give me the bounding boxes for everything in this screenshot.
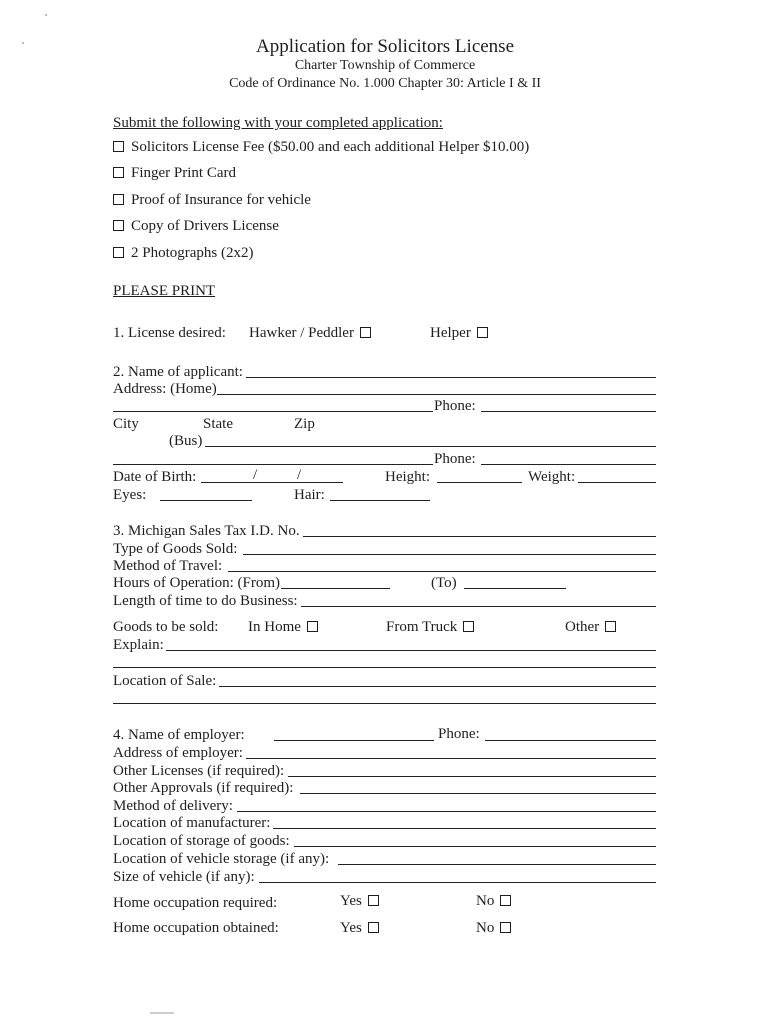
business-phone-field[interactable] [481,464,656,465]
delivery-method-label: Method of delivery: [113,798,233,814]
vehicle-storage-label: Location of vehicle storage (if any): [113,851,330,867]
eyes-field[interactable] [160,500,252,501]
checkbox[interactable] [368,922,379,933]
option-in-home[interactable]: In Home [248,619,318,636]
applicant-name-field[interactable] [246,377,656,378]
checkbox[interactable] [477,327,488,338]
goods-storage-field[interactable] [294,846,656,847]
sales-tax-field[interactable] [303,536,656,537]
checkbox[interactable] [500,895,511,906]
dob-label: Date of Birth: [113,469,197,485]
business-address-label: (Bus) [169,433,203,449]
hours-to-label: (To) [431,575,457,591]
manufacturer-location-label: Location of manufacturer: [113,815,271,831]
explain-label: Explain: [113,637,164,653]
sales-tax-label: 3. Michigan Sales Tax I.D. No. [113,523,300,539]
checkbox[interactable] [113,194,124,205]
travel-method-field[interactable] [228,571,656,572]
township-name: Charter Township of Commerce [294,58,476,73]
other-licenses-field[interactable] [288,776,656,777]
business-length-field[interactable] [301,606,656,607]
checkbox[interactable] [605,621,616,632]
checkbox[interactable] [500,922,511,933]
required-no[interactable]: No [476,893,511,910]
home-occupation-required-label: Home occupation required: [113,895,278,911]
checkbox[interactable] [113,220,124,231]
sale-location-field[interactable] [219,686,656,687]
dob-slash: / [253,467,258,483]
explain-line2-field[interactable] [113,667,656,668]
sale-location-label: Location of Sale: [113,673,217,689]
travel-method-label: Method of Travel: [113,558,223,574]
checkbox[interactable] [368,895,379,906]
employer-address-field[interactable] [246,758,656,759]
option-helper[interactable]: Helper [430,325,488,342]
eyes-label: Eyes: [113,487,147,503]
home-occupation-obtained-label: Home occupation obtained: [113,920,279,936]
submit-heading: Submit the following with your completed application: [113,115,443,131]
checkbox[interactable] [113,141,124,152]
submit-item-license[interactable]: Copy of Drivers License [113,218,279,235]
employer-phone-label: Phone: [438,726,480,742]
submit-item-photos[interactable]: 2 Photographs (2x2) [113,245,254,262]
obtained-yes[interactable]: Yes [340,920,379,937]
submit-item-fingerprint[interactable]: Finger Print Card [113,165,236,182]
sale-location-line2-field[interactable] [113,703,656,704]
vehicle-size-field[interactable] [259,882,656,883]
ordinance-reference: Code of Ordinance No. 1.000 Chapter 30: Article I & II [229,76,541,91]
scan-speck [150,1012,174,1014]
hair-field[interactable] [330,500,430,501]
employer-address-label: Address of employer: [113,745,243,761]
goods-type-field[interactable] [243,554,656,555]
explain-field[interactable] [166,650,656,651]
employer-name-label: 4. Name of employer: [113,727,245,743]
checkbox[interactable] [360,327,371,338]
goods-type-label: Type of Goods Sold: [113,541,238,557]
other-licenses-label: Other Licenses (if required): [113,763,285,779]
option-hawker-peddler[interactable]: Hawker / Peddler [249,325,371,342]
city-label: City [113,416,139,432]
checkbox[interactable] [307,621,318,632]
scan-speck [45,14,47,16]
required-yes[interactable]: Yes [340,893,379,910]
license-desired-label: 1. License desired: [113,325,226,341]
hours-to-field[interactable] [464,588,566,589]
checkbox[interactable] [463,621,474,632]
business-address-field[interactable] [205,446,656,447]
other-approvals-label: Other Approvals (if required): [113,780,294,796]
delivery-method-field[interactable] [237,811,656,812]
height-label: Height: [385,469,430,485]
dob-field[interactable] [201,482,343,483]
obtained-no[interactable]: No [476,920,511,937]
checkbox[interactable] [113,167,124,178]
dob-slash: / [297,467,302,483]
hours-from-field[interactable] [281,588,390,589]
goods-sold-label: Goods to be sold: [113,619,219,635]
other-approvals-field[interactable] [300,793,656,794]
please-print-heading: PLEASE PRINT [113,283,216,299]
option-from-truck[interactable]: From Truck [386,619,474,636]
employer-name-field[interactable] [274,740,434,741]
manufacturer-location-field[interactable] [273,828,656,829]
height-field[interactable] [437,482,522,483]
scan-speck [22,42,24,44]
form-title: Application for Solicitors License [255,36,515,57]
home-phone-field[interactable] [481,411,656,412]
hair-label: Hair: [294,487,325,503]
business-phone-label: Phone: [434,451,476,467]
goods-storage-label: Location of storage of goods: [113,833,290,849]
employer-phone-field[interactable] [485,740,656,741]
checkbox[interactable] [113,247,124,258]
option-other[interactable]: Other [565,619,616,636]
business-address-line2-field[interactable] [113,464,433,465]
applicant-name-label: 2. Name of applicant: [113,364,243,380]
submit-item-insurance[interactable]: Proof of Insurance for vehicle [113,192,311,209]
home-phone-label: Phone: [434,398,476,414]
vehicle-size-label: Size of vehicle (if any): [113,869,255,885]
submit-item-fee[interactable]: Solicitors License Fee ($50.00 and each additional Helper $10.00) [113,139,529,156]
vehicle-storage-field[interactable] [338,864,656,865]
weight-label: Weight: [528,469,576,485]
home-address-line2-field[interactable] [113,411,433,412]
weight-field[interactable] [578,482,656,483]
zip-label: Zip [294,416,315,432]
hours-from-label: Hours of Operation: (From) [113,575,281,591]
state-label: State [203,416,233,432]
home-address-field[interactable] [217,394,656,395]
home-address-label: Address: (Home) [113,381,217,397]
business-length-label: Length of time to do Business: [113,593,298,609]
